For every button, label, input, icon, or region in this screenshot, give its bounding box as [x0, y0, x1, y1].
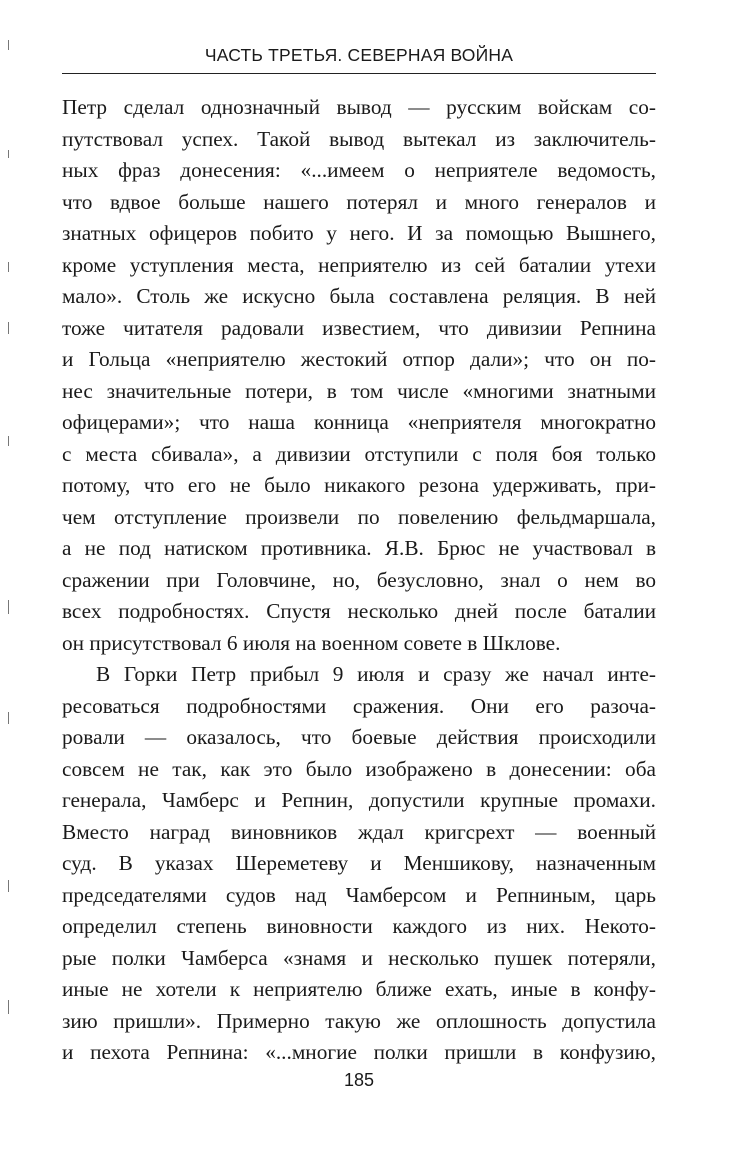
text-line: рые полки Чамберса «знамя и несколько пушек потеряли,	[62, 945, 656, 970]
text-line: Вместо наград виновников ждал кригсрехт — военный	[62, 819, 656, 844]
running-header: ЧАСТЬ ТРЕТЬЯ. СЕВЕРНАЯ ВОЙНА	[204, 45, 514, 65]
text-line: В Горки Петр прибыл 9 июля и сразу же начал инте-	[96, 662, 656, 686]
text-line: с места сбивала», а дивизии отступили с поля боя только	[62, 441, 656, 466]
text-line: чем отступление произвели по повелению фельдмаршала,	[62, 504, 656, 529]
body-text	[62, 92, 656, 1069]
text-line: тоже читателя радовали известием, что дивизии Репнина	[62, 315, 656, 340]
text-line: а не под натиском противника. Я.В. Брюс не участвовал в	[62, 536, 656, 560]
text-line: нес значительные потери, в том числе «многими знатными	[62, 378, 656, 403]
text-line: офицерами»; что наша конница «неприятеля многократно	[62, 410, 656, 434]
text-line: определил степень виновности каждого из них. Некото-	[62, 914, 656, 938]
text-line: путствовал успех. Такой вывод вытекал из заключитель-	[62, 126, 656, 151]
text-line: он присутствовал 6 июля на военном совете в Шклове.	[62, 630, 561, 655]
scan-mark	[8, 150, 9, 158]
scan-mark	[8, 712, 9, 724]
page-number: 185	[343, 1070, 375, 1090]
text-line: потому, что его не было никакого резона удерживать, при-	[62, 473, 656, 497]
text-line: генерала, Чамберс и Репнин, допустили крупные промахи.	[62, 788, 656, 812]
text-line: и Гольца «неприятелю жестокий отпор дали»; что он по-	[62, 347, 656, 371]
text-line: сражении при Головчине, но, безусловно, знал о нем во	[62, 567, 656, 592]
text-line: знатных офицеров побито у него. И за помощью Вышнего,	[62, 221, 656, 245]
text-line: совсем не так, как это было изображено в донесении: оба	[62, 756, 656, 781]
scan-mark	[8, 262, 9, 272]
scan-mark	[8, 880, 9, 892]
text-line: что вдвое больше нашего потерял и много генералов и	[62, 189, 656, 214]
text-line: ресоваться подробностями сражения. Они его разоча-	[62, 693, 656, 718]
text-line: иные не хотели к неприятелю ближе ехать, иные в конфу-	[62, 977, 656, 1001]
scan-mark	[8, 1000, 9, 1014]
text-line: ровали — оказалось, что боевые действия происходили	[62, 725, 656, 749]
text-line: мало». Столь же искусно была составлена реляция. В ней	[62, 284, 656, 308]
text-line: ных фраз донесения: «...имеем о неприятеле ведомость,	[62, 158, 656, 182]
text-line: суд. В указах Шереметеву и Меншикову, назначенным	[62, 851, 656, 875]
header-rule	[62, 73, 656, 74]
text-line: зию пришли». Примерно такую же оплошность допустила	[62, 1008, 656, 1033]
text-line: председателями судов над Чамберсом и Репниным, царь	[62, 882, 656, 907]
scan-mark	[8, 600, 9, 614]
scan-mark	[8, 40, 9, 50]
text-line: и пехота Репнина: «...многие полки пришли в конфузию,	[62, 1040, 656, 1064]
text-line: всех подробностях. Спустя несколько дней после баталии	[62, 599, 656, 623]
scan-mark	[8, 322, 9, 334]
text-line: кроме уступления места, неприятелю из сей баталии утехи	[62, 252, 656, 277]
scan-mark	[8, 436, 9, 446]
text-line: Петр сделал однозначный вывод — русским войскам со-	[62, 95, 656, 119]
